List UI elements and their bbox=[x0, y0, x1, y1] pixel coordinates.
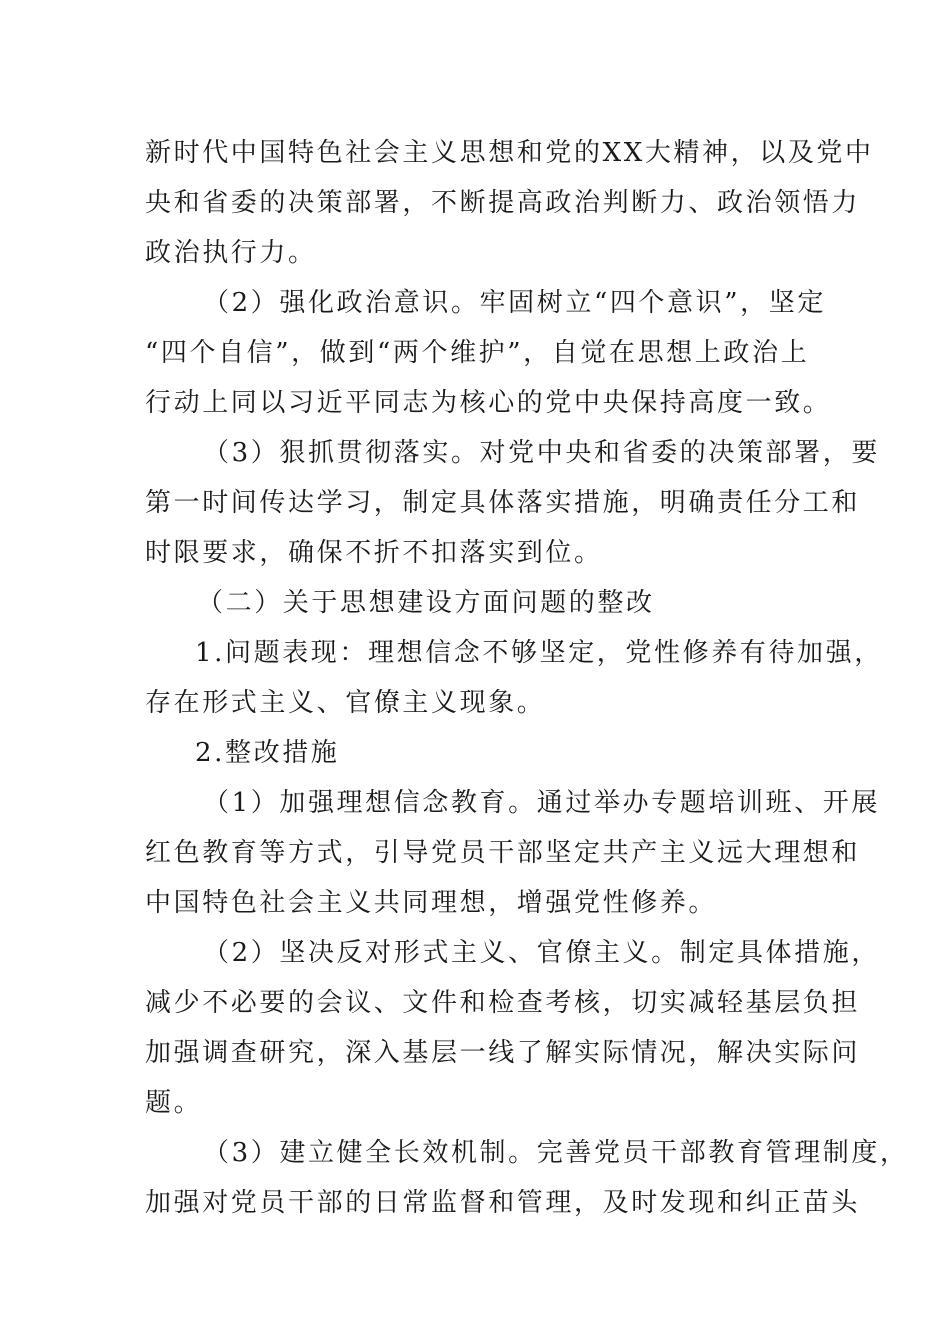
text-line: 时限要求，确保不折不扣落实到位。 bbox=[145, 538, 603, 568]
text-line: “四个自信”，做到“两个维护”，自觉在思想上政治上 bbox=[145, 338, 810, 368]
text-line: 存在形式主义、官僚主义现象。 bbox=[145, 688, 546, 718]
section-heading: （二）关于思想建设方面问题的整改 bbox=[197, 588, 655, 618]
text-line: 题。 bbox=[145, 1088, 203, 1118]
text-line: 红色教育等方式，引导党员干部坚定共产主义远大理想和 bbox=[145, 838, 861, 868]
text-line: 央和省委的决策部署，不断提高政治判断力、政治领悟力 bbox=[145, 188, 861, 218]
document-body bbox=[145, 128, 909, 1228]
paragraph-start: （1）加强理想信念教育。通过举办专题培训班、开展 bbox=[203, 788, 880, 818]
paragraph-start: （2）坚决反对形式主义、官僚主义。制定具体措施， bbox=[203, 938, 880, 968]
text-line: 中国特色社会主义共同理想，增强党性修养。 bbox=[145, 888, 718, 918]
text-line: 行动上同以习近平同志为核心的党中央保持高度一致。 bbox=[145, 388, 832, 418]
text-line: 减少不必要的会议、文件和检查考核，切实减轻基层负担 bbox=[145, 988, 861, 1018]
paragraph-start: （3）狠抓贯彻落实。对党中央和省委的决策部署，要 bbox=[203, 438, 880, 468]
text-line: 加强对党员干部的日常监督和管理，及时发现和纠正苗头 bbox=[145, 1188, 861, 1218]
paragraph-start: （3）建立健全长效机制。完善党员干部教育管理制度， bbox=[203, 1138, 909, 1168]
subheading: 2.整改措施 bbox=[195, 738, 340, 768]
text-line: 政治执行力。 bbox=[145, 238, 317, 268]
paragraph-start: 1.问题表现：理想信念不够坚定，党性修养有待加强， bbox=[195, 638, 883, 668]
text-line: 第一时间传达学习，制定具体落实措施，明确责任分工和 bbox=[145, 488, 861, 518]
text-line: 加强调查研究，深入基层一线了解实际情况，解决实际问 bbox=[145, 1038, 861, 1068]
text-line: 新时代中国特色社会主义思想和党的XX大精神，以及党中 bbox=[145, 138, 874, 168]
paragraph-start: （2）强化政治意识。牢固树立“四个意识”，坚定 bbox=[203, 288, 826, 318]
